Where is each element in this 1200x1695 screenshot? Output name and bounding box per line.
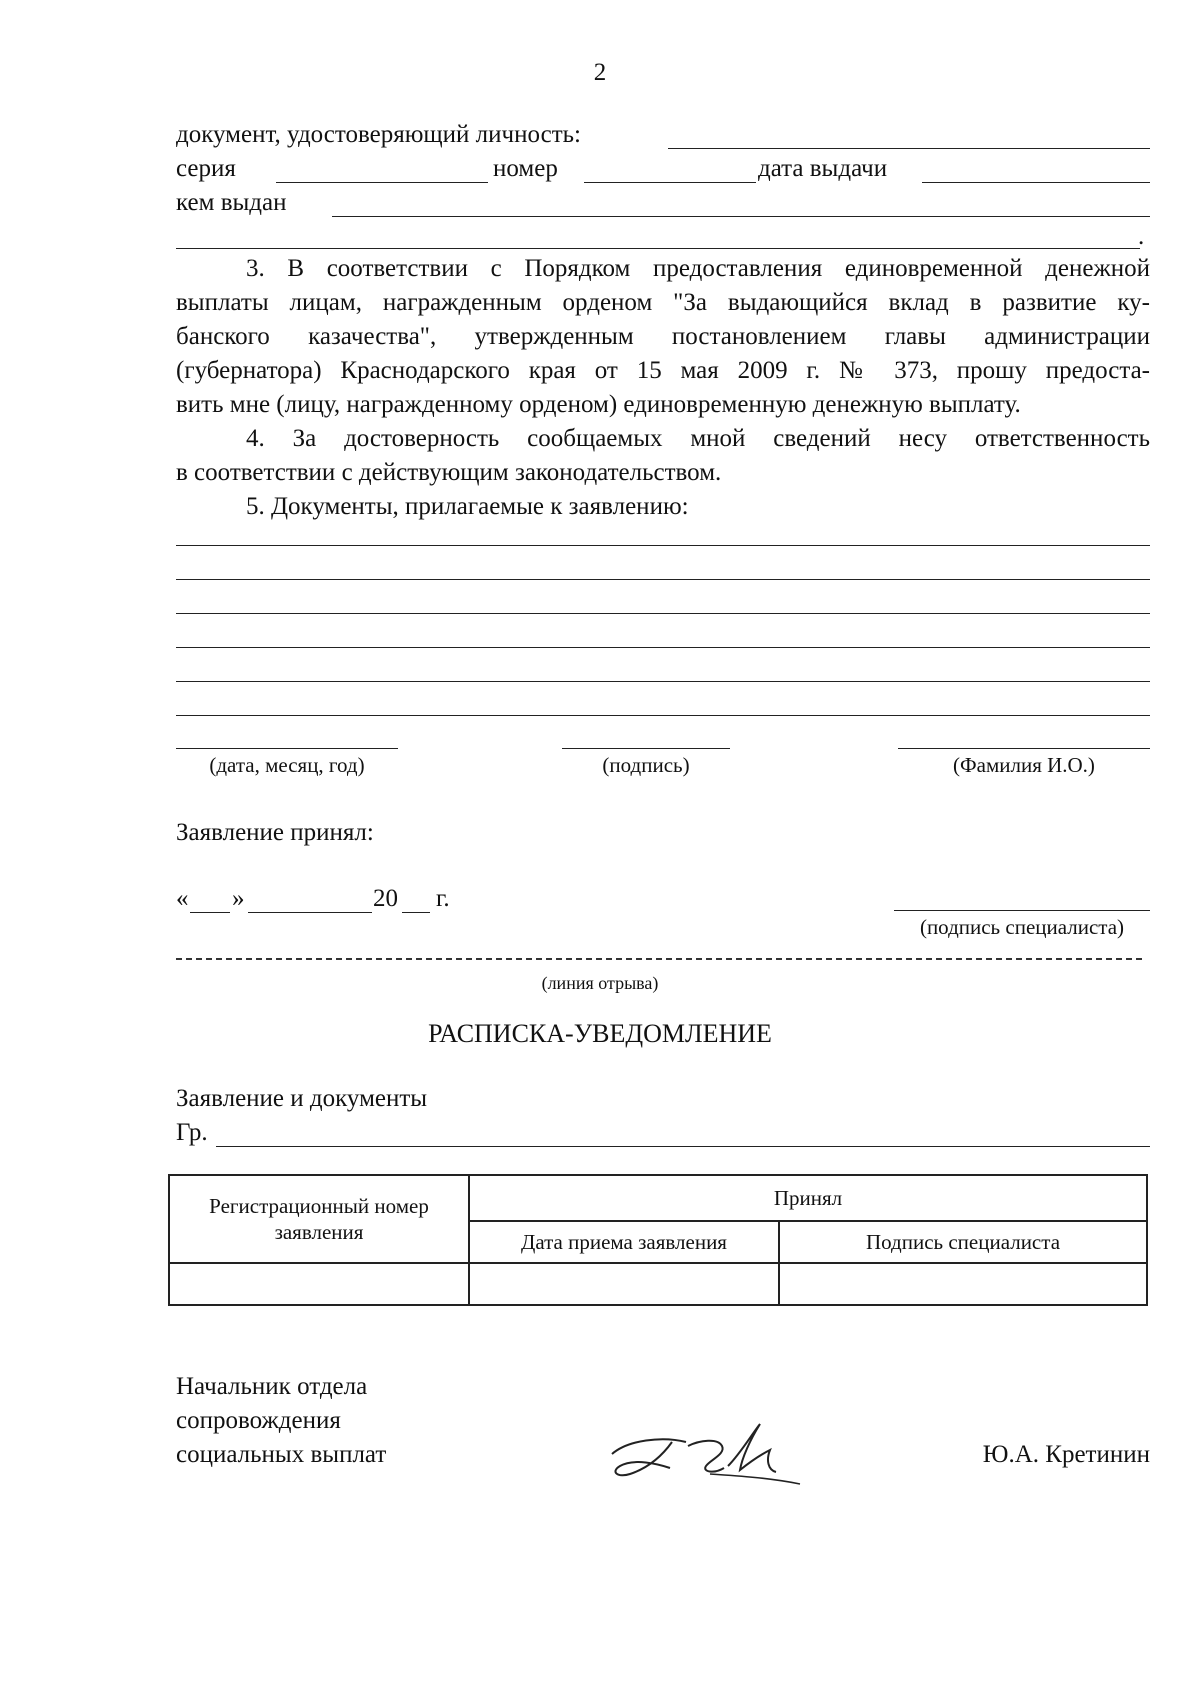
accepted-label: Заявление принял: [176, 819, 374, 846]
date-close-quote: » [232, 885, 245, 912]
number-field[interactable] [584, 182, 756, 183]
handwritten-signature [600, 1412, 810, 1492]
col-registration-number-header: Регистрационный номер заявления [169, 1175, 469, 1263]
registration-table [168, 1174, 1148, 1306]
col-specialist-signature-header: Подпись специалиста [779, 1221, 1147, 1263]
registration-number-cell[interactable] [169, 1263, 469, 1305]
full-name-caption: (Фамилия И.О.) [953, 753, 1095, 777]
signature-line[interactable] [562, 748, 730, 749]
year-prefix: 20 [373, 885, 398, 912]
accept-year-field[interactable] [402, 912, 430, 913]
year-suffix: г. [436, 885, 450, 912]
paragraph-5: 5. Документы, прилагаемые к заявлению: [246, 493, 689, 520]
issue-date-field[interactable] [922, 182, 1150, 183]
id-document-field[interactable] [668, 148, 1150, 149]
paragraph-3-line-3: банского казачества", утвержденным постановлением главы администрации [176, 323, 1150, 350]
receipt-docs-label: Заявление и документы [176, 1085, 428, 1112]
citizen-prefix: Гр. [176, 1119, 208, 1146]
paragraph-3-line-1: 3. В соответствии с Порядком предоставления единовременной денежной [246, 255, 1150, 282]
id-document-label: документ, удостоверяющий личность: [176, 121, 581, 148]
attached-documents-line[interactable] [176, 545, 1150, 546]
position-line-2: сопровождения [176, 1407, 341, 1434]
issue-date-label: дата выдачи [758, 155, 888, 182]
date-caption: (дата, месяц, год) [209, 753, 365, 777]
date-open-quote: « [176, 885, 189, 912]
position-line-1: Начальник отдела [176, 1373, 368, 1400]
series-label: серия [176, 155, 236, 182]
col-acceptance-date-header: Дата приема заявления [469, 1221, 779, 1263]
number-label: номер [493, 155, 558, 182]
tear-line-caption: (линия отрыва) [541, 973, 659, 993]
attached-documents-line[interactable] [176, 613, 1150, 614]
date-signature-line[interactable] [176, 748, 398, 749]
paragraph-3-line-2: выплаты лицам, награжденным орденом "За выдающийся вклад в развитие ку- [176, 289, 1150, 316]
signature-caption: (подпись) [602, 753, 690, 777]
issued-by-field-continued[interactable] [176, 248, 1140, 249]
full-name-line[interactable] [898, 748, 1150, 749]
specialist-signature-line[interactable] [894, 910, 1150, 911]
paragraph-4-line-1: 4. За достоверность сообщаемых мной сведений несу ответственность [246, 425, 1150, 452]
position-line-3: социальных выплат [176, 1441, 387, 1468]
specialist-signature-cell[interactable] [779, 1263, 1147, 1305]
accept-day-field[interactable] [190, 912, 230, 913]
issued-by-end-dot: . [1138, 223, 1145, 250]
paragraph-4-line-2: в соответствии с действующим законодательством. [176, 459, 722, 486]
paragraph-3-line-5: вить мне (лицу, награжденному орденом) единовременную денежную выплату. [176, 391, 1021, 418]
specialist-signature-caption: (подпись специалиста) [919, 915, 1125, 939]
attached-documents-line[interactable] [176, 579, 1150, 580]
issued-by-field[interactable] [332, 216, 1150, 217]
page-number: 2 [593, 59, 607, 86]
paragraph-3-line-4: (губернатора) Краснодарского края от 15 мая 2009 г. № 373, прошу предоста- [176, 357, 1150, 384]
accepted-group-header: Принял [469, 1175, 1147, 1221]
citizen-name-field[interactable] [216, 1146, 1150, 1147]
attached-documents-line[interactable] [176, 647, 1150, 648]
tear-line [176, 958, 1142, 960]
attached-documents-line[interactable] [176, 681, 1150, 682]
issued-by-label: кем выдан [176, 189, 287, 216]
receipt-title: РАСПИСКА-УВЕДОМЛЕНИЕ [428, 1019, 772, 1048]
acceptance-date-cell[interactable] [469, 1263, 779, 1305]
accept-month-field[interactable] [248, 912, 372, 913]
series-field[interactable] [276, 182, 488, 183]
attached-documents-line[interactable] [176, 715, 1150, 716]
signer-name: Ю.А. Кретинин [982, 1441, 1150, 1468]
